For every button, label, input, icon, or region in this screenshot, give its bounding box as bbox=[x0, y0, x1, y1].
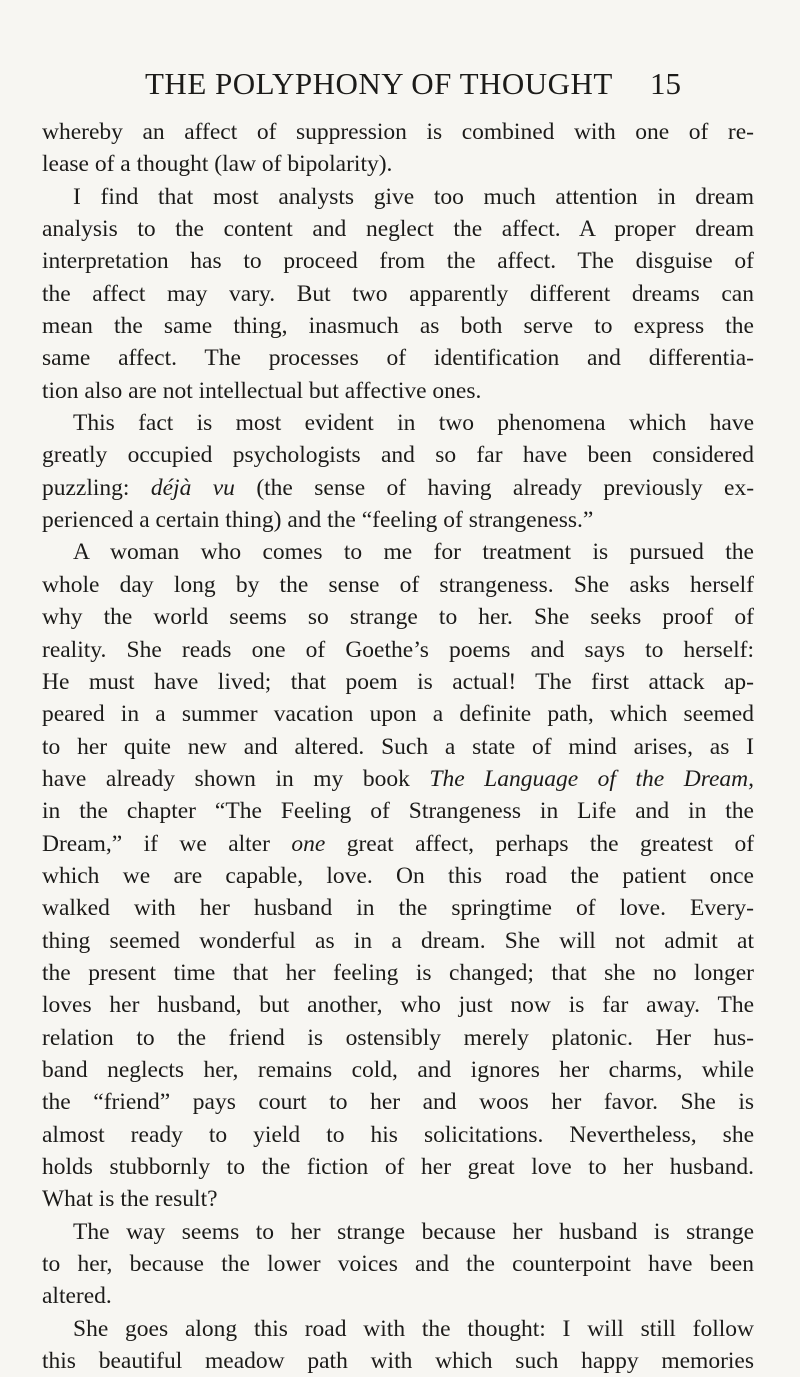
text-line: loves her husband, but another, who just now is far away. The bbox=[42, 992, 754, 1019]
text-line: reality. She reads one of Goethe’s poems and says to herself: bbox=[42, 636, 754, 663]
text-line: thing seemed wonderful as in a dream. She will not admit at bbox=[42, 927, 754, 954]
text-line: the present time that her feeling is changed; that she no longer bbox=[42, 959, 754, 986]
italic-term: déjà vu bbox=[150, 474, 235, 501]
text-line: interpretation has to proceed from the affect. The disguise of bbox=[42, 248, 754, 275]
text-segment: have already shown in my book bbox=[42, 765, 410, 792]
text-line: walked with her husband in the springtime of love. Every- bbox=[42, 895, 754, 922]
body-text bbox=[42, 116, 754, 1377]
text-line: He must have lived; that poem is actual! The first attack ap- bbox=[42, 668, 754, 695]
text-line: She goes along this road with the thought: I will still follow bbox=[73, 1315, 754, 1342]
text-line: What is the result? bbox=[42, 1186, 218, 1213]
text-line: whereby an affect of suppression is combined with one of re- bbox=[42, 119, 754, 145]
text-line: altered. bbox=[42, 1283, 112, 1310]
text-line: band neglects her, remains cold, and ignores her charms, while bbox=[42, 1056, 754, 1083]
text-line: holds stubbornly to the fiction of her great love to her husband. bbox=[42, 1154, 754, 1180]
text-line: almost ready to yield to his solicitations. Nevertheless, she bbox=[42, 1121, 754, 1148]
text-line: to her, because the lower voices and the counterpoint have been bbox=[42, 1251, 754, 1278]
text-line bbox=[42, 763, 754, 795]
text-line: this beautiful meadow path with which such happy memories bbox=[42, 1348, 754, 1375]
text-line: relation to the friend is ostensibly merely platonic. Her hus- bbox=[42, 1024, 754, 1051]
text-line: same affect. The processes of identification and differentia- bbox=[42, 345, 754, 372]
text-line: analysis to the content and neglect the affect. A proper dream bbox=[42, 216, 754, 243]
text-line: This fact is most evident in two phenomena which have bbox=[73, 410, 754, 437]
text-line bbox=[42, 472, 754, 504]
text-line: greatly occupied psychologists and so far have been considered bbox=[42, 442, 754, 469]
text-line bbox=[42, 828, 754, 860]
text-line: A woman who comes to me for treatment is pursued the bbox=[73, 539, 754, 566]
text-line: The way seems to her strange because her husband is strange bbox=[73, 1218, 754, 1245]
text-line: to her quite new and altered. Such a state of mind arises, as I bbox=[42, 733, 754, 760]
text-line: the affect may vary. But two apparently different dreams can bbox=[42, 280, 754, 307]
text-segment: (the sense of having already previously ex- bbox=[256, 474, 755, 501]
text-line: mean the same thing, inasmuch as both serve to express the bbox=[42, 313, 754, 340]
text-line: why the world seems so strange to her. She seeks proof of bbox=[42, 604, 754, 631]
book-title: The Language of the Dream, bbox=[429, 765, 755, 792]
page-number: 15 bbox=[650, 66, 681, 101]
emphasis: one bbox=[291, 830, 326, 857]
text-line: the “friend” pays court to her and woos her favor. She is bbox=[42, 1089, 754, 1116]
text-line: in the chapter “The Feeling of Strangeness in Life and in the bbox=[42, 798, 754, 825]
text-line: lease of a thought (law of bipolarity). bbox=[42, 151, 393, 178]
running-title: THE POLYPHONY OF THOUGHT bbox=[145, 66, 613, 101]
text-line: I find that most analysts give too much attention in dream bbox=[73, 183, 754, 210]
text-segment: great affect, perhaps the greatest of bbox=[346, 830, 755, 857]
text-segment: puzzling: bbox=[42, 474, 130, 501]
running-head bbox=[0, 62, 800, 106]
text-line: perienced a certain thing) and the “feeling of strangeness.” bbox=[42, 507, 594, 534]
text-line: tion also are not intellectual but affective ones. bbox=[42, 377, 482, 404]
text-line: peared in a summer vacation upon a definite path, which seemed bbox=[42, 701, 754, 728]
text-line: whole day long by the sense of strangeness. She asks herself bbox=[42, 571, 754, 598]
text-segment: Dream,” if we alter bbox=[42, 830, 270, 857]
text-line: which we are capable, love. On this road the patient once bbox=[42, 862, 754, 889]
